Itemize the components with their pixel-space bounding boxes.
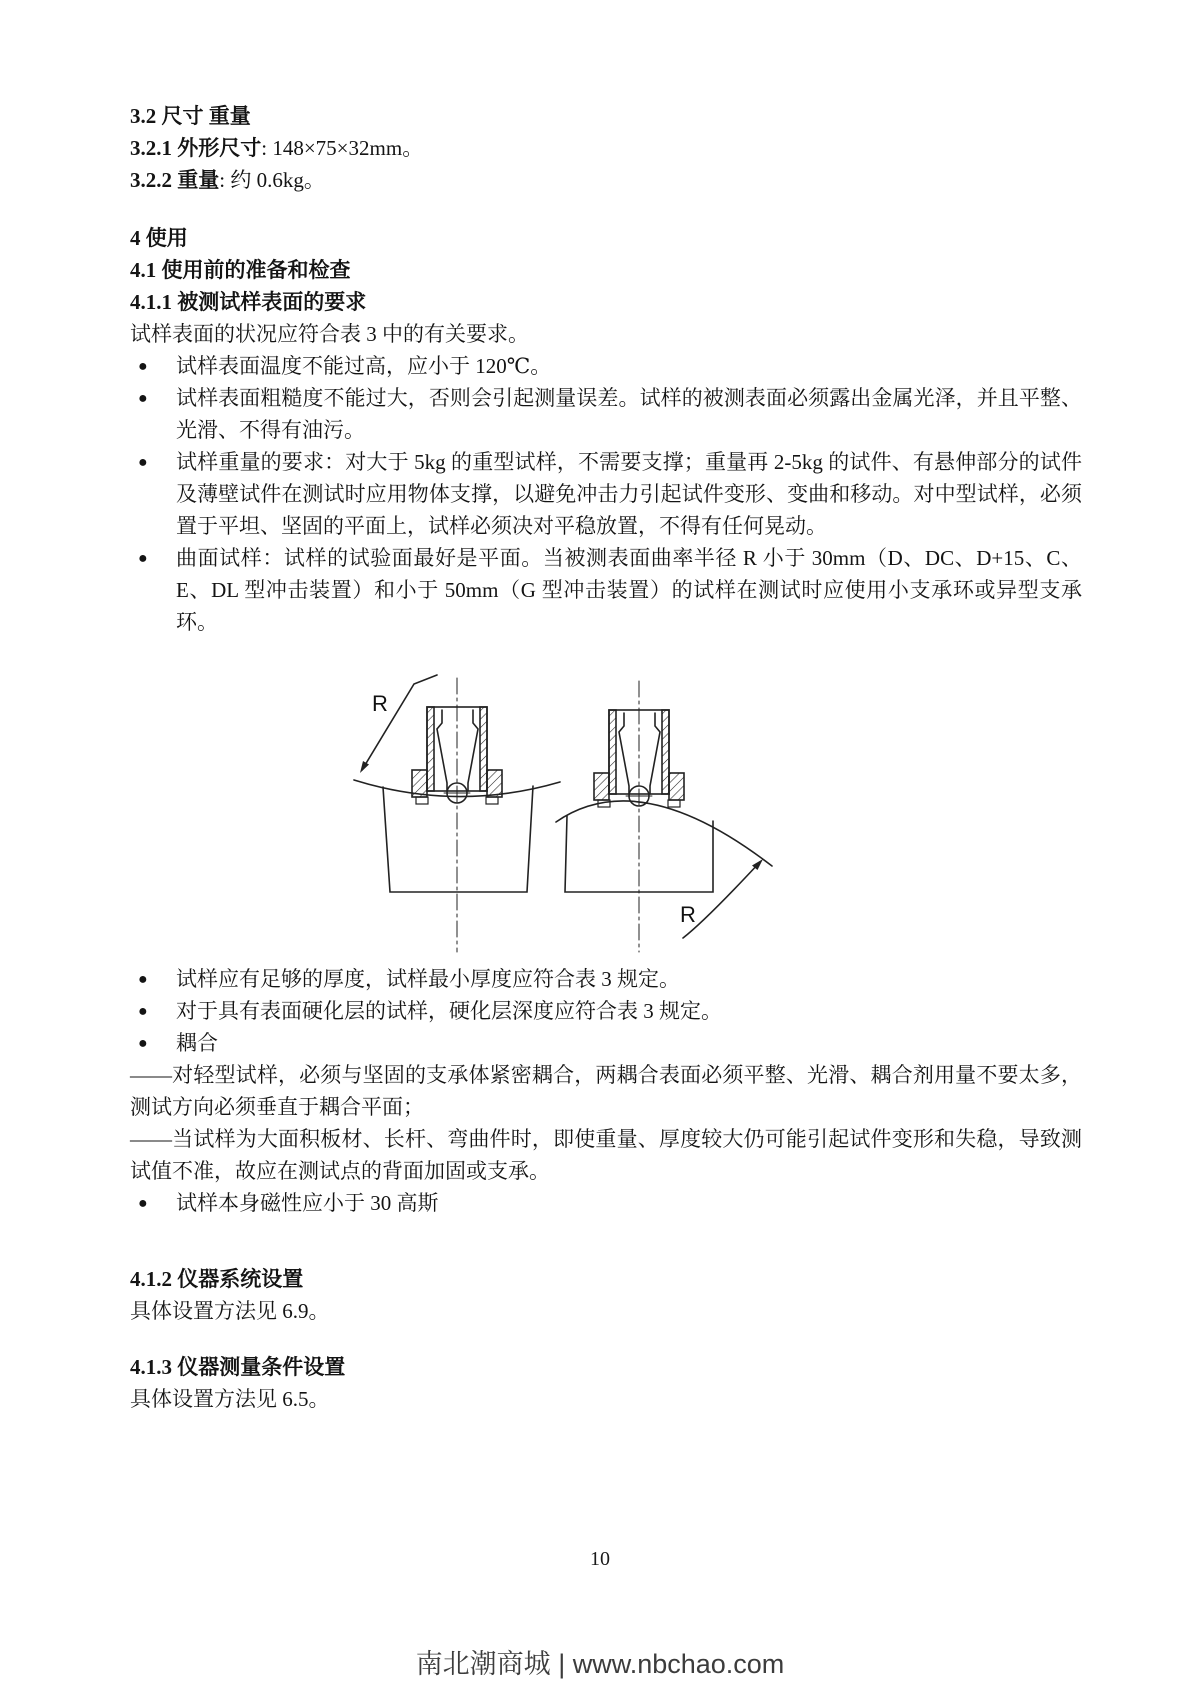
device-tube-wall xyxy=(662,710,669,794)
list-item-weight-requirement xyxy=(130,446,1082,542)
device-inner-cone xyxy=(650,713,660,794)
coupling-note-light-specimen: ——对轻型试样，必须与坚固的支承体紧密耦合，两耦合表面必须平整、光滑、耦合剂用量不要太多，测试方向必须垂直于耦合平面； xyxy=(130,1063,1082,1119)
radius-label-left: R xyxy=(372,691,388,716)
list-item-coupling xyxy=(130,1027,1082,1059)
outer-size-label: 3.2.1 外形尺寸 xyxy=(130,136,262,160)
weight-label: 3.2.2 重量 xyxy=(130,168,220,192)
list-item-roughness xyxy=(130,382,1082,446)
concave-specimen-body xyxy=(383,786,533,892)
weight-line xyxy=(130,164,1082,196)
coupling-note-large-plate: ——当试样为大面积板材、长杆、弯曲件时，即使重量、厚度较大仍可能引起试件变形和失稳，导致测试值不准，故应在测试点的背面加固或支承。 xyxy=(130,1127,1082,1183)
surface-intro: 试样表面的状况应符合表 3 中的有关要求。 xyxy=(130,322,529,346)
bullet-icon: ● xyxy=(138,1003,148,1020)
section-4-1-2-heading: 4.1.2 仪器系统设置 xyxy=(130,1267,304,1291)
section-4-1-3-heading: 4.1.3 仪器测量条件设置 xyxy=(130,1355,346,1379)
device-tube-wall xyxy=(609,710,616,794)
document-body xyxy=(130,100,1082,1415)
list-item-text: 试样应有足够的厚度，试样最小厚度应符合表 3 规定。 xyxy=(176,967,680,991)
device-inner-cone xyxy=(468,710,478,791)
bullet-icon: ● xyxy=(138,454,148,471)
radius-label-right: R xyxy=(680,902,696,927)
device-inner-cone xyxy=(619,713,629,794)
weight-value: : 约 0.6kg。 xyxy=(219,168,325,192)
list-item-text: 试样表面粗糙度不能过大，否则会引起测量误差。试样的被测表面必须露出金属光泽，并且平整、光滑、不得有油污。 xyxy=(176,386,1082,442)
radius-arrowhead-left xyxy=(360,761,369,773)
list-item-temperature xyxy=(130,350,1082,382)
list-item-magnetism xyxy=(130,1187,1082,1219)
section-4-1-1-heading: 4.1.1 被测试样表面的要求 xyxy=(130,290,367,314)
bullet-icon: ● xyxy=(138,390,148,407)
bullet-icon: ● xyxy=(138,1035,148,1052)
section-3-2-heading: 3.2 尺寸 重量 xyxy=(130,104,251,128)
device-tube-wall xyxy=(427,707,434,791)
convex-specimen-surface xyxy=(556,801,772,866)
outer-size-line xyxy=(130,132,1082,164)
list-item-text: 对于具有表面硬化层的试样，硬化层深度应符合表 3 规定。 xyxy=(176,999,722,1023)
list-item-hardened-layer xyxy=(130,995,1082,1027)
list-item-thickness xyxy=(130,963,1082,995)
section-4-1-heading: 4.1 使用前的准备和检查 xyxy=(130,258,351,282)
bullet-icon: ● xyxy=(138,971,148,988)
page-number: 10 xyxy=(590,1548,610,1570)
support-ring xyxy=(594,773,609,800)
list-item-text: 试样重量的要求：对大于 5kg 的重型试样，不需要支撑；重量再 2-5kg 的试件、有悬伸部分的试件及薄壁试件在测试时应用物体支撑，以避免冲击力引起试件变形、变曲和移动。对中型试样，必须置于平坦、坚固的平面上，试样必须决对平稳放置，不得有任何晃动。 xyxy=(176,450,1082,538)
radius-leader-left xyxy=(362,675,437,770)
footer-site-watermark: 南北潮商城 | www.nbchao.com xyxy=(415,1649,785,1679)
support-foot xyxy=(486,797,498,804)
list-item-text: 试样表面温度不能过高，应小于 120℃。 xyxy=(176,354,552,378)
system-setting-body: 具体设置方法见 6.9。 xyxy=(130,1299,330,1323)
support-ring xyxy=(669,773,684,800)
support-ring xyxy=(487,770,502,797)
bullet-icon: ● xyxy=(138,358,148,375)
list-item-text: 曲面试样：试样的试验面最好是平面。当被测表面曲率半径 R 小于 30mm（D、DC、D+15、C、E、DL 型冲击装置）和小于 50mm（G 型冲击装置）的试样在测试时应使用小支承环或异型支承环。 xyxy=(176,546,1082,634)
bullet-icon: ● xyxy=(138,550,148,567)
device-inner-cone xyxy=(437,710,447,791)
support-foot xyxy=(668,800,680,807)
outer-size-value: : 148×75×32mm。 xyxy=(261,136,424,160)
support-ring xyxy=(412,770,427,797)
support-foot xyxy=(416,797,428,804)
list-item-text: 试样本身磁性应小于 30 高斯 xyxy=(176,1191,439,1215)
list-item-curved-surface xyxy=(130,542,1082,638)
list-item-text: 耦合 xyxy=(176,1031,218,1055)
section-4-heading: 4 使用 xyxy=(130,226,188,250)
curved-specimen-figure xyxy=(330,644,790,959)
measure-setting-body: 具体设置方法见 6.5。 xyxy=(130,1387,330,1411)
bullet-icon: ● xyxy=(138,1195,148,1212)
device-tube-wall xyxy=(480,707,487,791)
